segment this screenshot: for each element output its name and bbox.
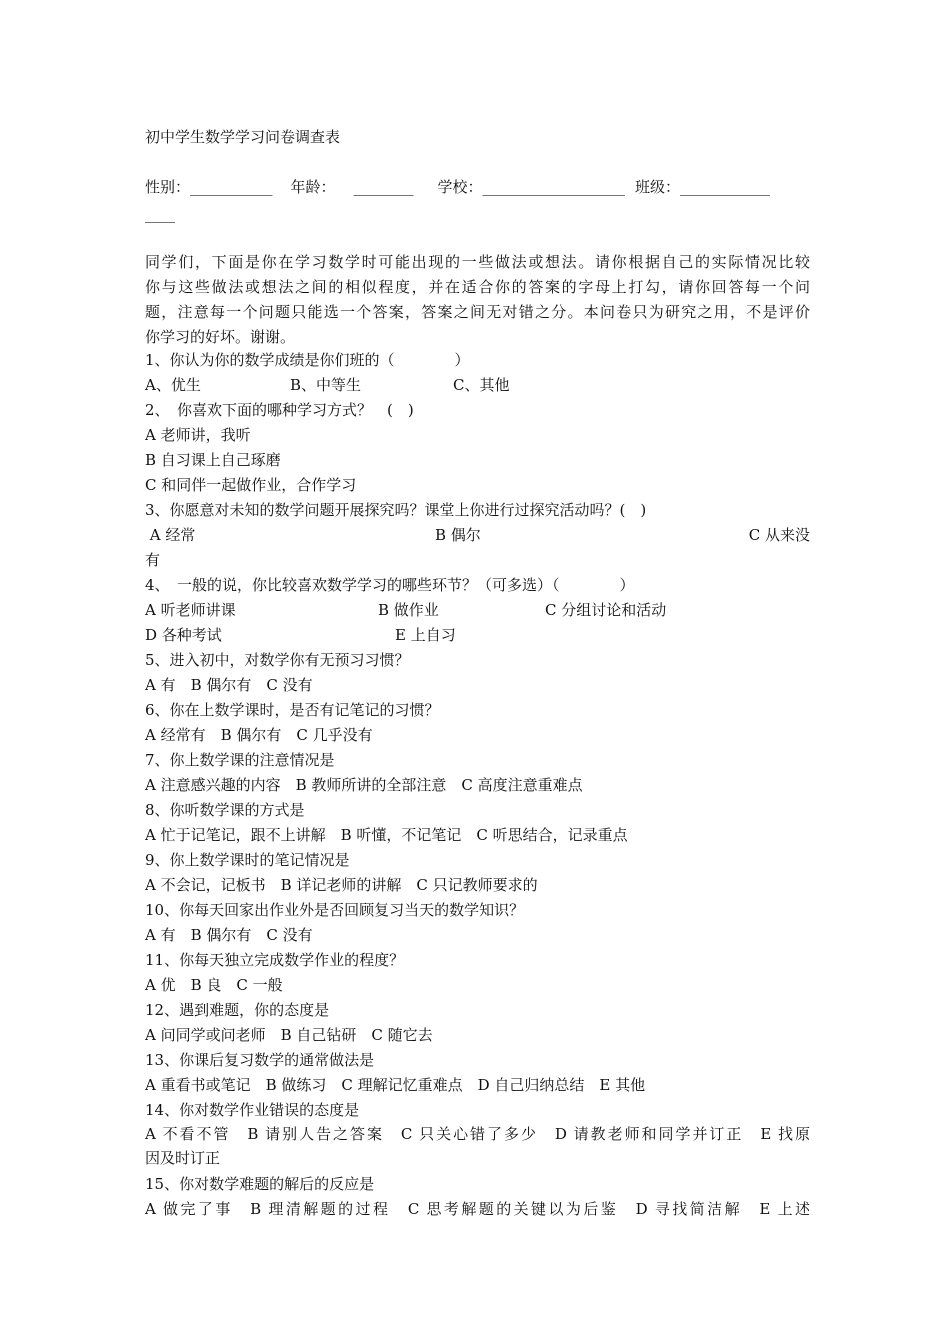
question-8: 8、你听数学课的方式是 bbox=[145, 801, 305, 819]
question-1-options bbox=[145, 375, 810, 395]
intro-line-2: 你与这些做法或想法之间的相似程度，并在适合你的答案的字母上打勾，请你回答每一个问 bbox=[145, 278, 810, 296]
question-14-options: A 不看不管 B 请别人告之答案 C 只关心错了多少 D 请教老师和同学并订正 E 找原 bbox=[145, 1125, 810, 1143]
school-field: 学校：___________________ bbox=[437, 178, 626, 196]
option-b: B、中等生 bbox=[290, 376, 362, 394]
option-a: A 经常 bbox=[145, 526, 196, 544]
option-e: E 上自习 bbox=[395, 626, 456, 644]
class-field: 班级：____________ bbox=[635, 178, 771, 196]
question-2-option-c: C 和同伴一起做作业，合作学习 bbox=[145, 476, 357, 494]
question-2-option-b: B 自习课上自己琢磨 bbox=[145, 451, 281, 469]
option-d: D 各种考试 bbox=[145, 626, 222, 644]
age-blank: ________ bbox=[353, 178, 414, 196]
question-8-options: A 忙于记笔记，跟不上讲解 B 听懂，不记笔记 C 听思结合，记录重点 bbox=[145, 826, 628, 844]
info-line bbox=[145, 177, 810, 197]
option-c: C 从来没 bbox=[748, 526, 810, 544]
info-line-wrap: ____ bbox=[145, 205, 175, 223]
question-4-options-row-1 bbox=[145, 600, 810, 620]
question-14-wrap: 因及时订正 bbox=[145, 1149, 221, 1167]
question-13-options: A 重看书或笔记 B 做练习 C 理解记忆重难点 D 自己归纳总结 E 其他 bbox=[145, 1076, 646, 1094]
question-6: 6、你在上数学课时，是否有记笔记的习惯？ bbox=[145, 701, 440, 719]
question-11-options: A 优 B 良 C 一般 bbox=[145, 976, 283, 994]
question-15: 15、你对数学难题的解后的反应是 bbox=[145, 1175, 375, 1193]
question-10: 10、你每天回家出作业外是否回顾复习当天的数学知识？ bbox=[145, 901, 525, 919]
option-b: B 做作业 bbox=[378, 601, 439, 619]
question-5: 5、进入初中，对数学你有无预习习惯？ bbox=[145, 651, 410, 669]
question-11: 11、你每天独立完成数学作业的程度？ bbox=[145, 951, 405, 969]
question-14: 14、你对数学作业错误的态度是 bbox=[145, 1101, 360, 1119]
question-10-options: A 有 B 偶尔有 C 没有 bbox=[145, 926, 313, 944]
question-9-options: A 不会记，记板书 B 详记老师的讲解 C 只记教师要求的 bbox=[145, 876, 538, 894]
question-15-options: A 做完了事 B 理清解题的过程 C 思考解题的关键以为后鉴 D 寻找简洁解 E 上述 bbox=[145, 1200, 810, 1218]
question-12-options: A 问同学或问老师 B 自己钻研 C 随它去 bbox=[145, 1026, 433, 1044]
question-3-options bbox=[145, 525, 810, 545]
question-3: 3、你愿意对未知的数学问题开展探究吗？课堂上你进行过探究活动吗？( ) bbox=[145, 501, 647, 519]
gender-field: 性别：___________ bbox=[145, 178, 273, 196]
option-b: B 偶尔 bbox=[435, 526, 481, 544]
question-9: 9、你上数学课时的笔记情况是 bbox=[145, 851, 350, 869]
age-label: 年龄： bbox=[290, 178, 336, 196]
intro-line-3: 题，注意每一个问题只能选一个答案，答案之间无对错之分。本问卷只为研究之用，不是评价 bbox=[145, 303, 810, 321]
question-13: 13、你课后复习数学的通常做法是 bbox=[145, 1051, 375, 1069]
question-12: 12、遇到难题，你的态度是 bbox=[145, 1001, 330, 1019]
question-4: 4、 一般的说，你比较喜欢数学学习的哪些环节？（可多选）（ ） bbox=[145, 576, 635, 594]
intro-line-1: 同学们，下面是你在学习数学时可能出现的一些做法或想法。请你根据自己的实际情况比较 bbox=[145, 253, 810, 271]
option-c: C、其他 bbox=[453, 376, 510, 394]
option-c: C 分组讨论和活动 bbox=[545, 601, 667, 619]
question-1: 1、你认为你的数学成绩是你们班的（ ） bbox=[145, 351, 470, 369]
question-3-wrap: 有 bbox=[145, 551, 161, 569]
question-7: 7、你上数学课的注意情况是 bbox=[145, 751, 335, 769]
question-5-options: A 有 B 偶尔有 C 没有 bbox=[145, 676, 313, 694]
question-7-options: A 注意感兴趣的内容 B 教师所讲的全部注意 C 高度注意重难点 bbox=[145, 776, 583, 794]
option-a: A 听老师讲课 bbox=[145, 601, 236, 619]
page-title: 初中学生数学学习问卷调查表 bbox=[145, 128, 341, 146]
option-a: A、优生 bbox=[145, 376, 201, 394]
question-2: 2、 你喜欢下面的哪种学习方式？ ( ) bbox=[145, 401, 414, 419]
question-6-options: A 经常有 B 偶尔有 C 几乎没有 bbox=[145, 726, 373, 744]
question-4-options-row-2 bbox=[145, 625, 810, 645]
intro-line-4: 你学习的好坏。谢谢。 bbox=[145, 328, 296, 346]
question-2-option-a: A 老师讲，我听 bbox=[145, 426, 251, 444]
